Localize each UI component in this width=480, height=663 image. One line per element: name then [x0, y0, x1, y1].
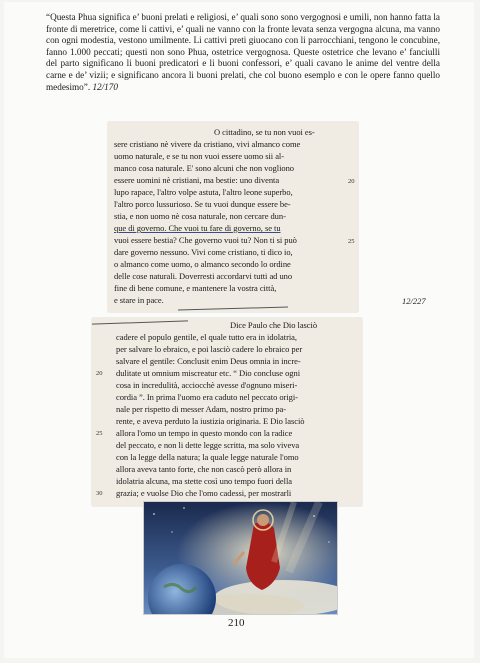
clip2-line: salvare el gentile: Conclusit enim Deus omnia in incre- [116, 356, 301, 366]
line-number: 20 [348, 178, 355, 185]
text-clipping-1 [108, 122, 358, 312]
clip1-line: delle cose naturali. Doverresti accordarvi tutti ad uno [114, 271, 293, 281]
document-page [4, 2, 474, 658]
clip2-line: allora aveva tanto forte, che non cascò però allora in [116, 464, 292, 474]
clip1-line: e stare in pace. [114, 295, 164, 305]
religious-painting-image [143, 501, 338, 615]
page-number: 210 [228, 617, 245, 629]
clip2-line: allora l'omo un tempo in questo mondo con la radice [116, 428, 293, 438]
clip2-line: del peccato, e non li dette legge scritta, ma solo viveva [116, 440, 300, 450]
text-clipping-2 [92, 318, 362, 506]
painting-illustration [144, 502, 337, 614]
clip2-line: con la legge della natura; la quale legge naturale l'omo [116, 452, 299, 462]
clip1-line: O cittadino, se tu non vuoi es- [214, 127, 315, 137]
line-number: 30 [96, 490, 103, 497]
clip1-line: fine di bene comune, e mantenere la vostra città, [114, 283, 277, 293]
clip2-line: cadere el populo gentile, el quale tutto era in idolatria, [116, 332, 297, 342]
clip1-line: o almanco come uomo, o almanco secondo lo ordine [114, 259, 291, 269]
clip1-line: l'altro porco lussurioso. Se tu vuoi dunque essere be- [114, 199, 291, 209]
line-number: 20 [96, 370, 103, 377]
clip2-line: grazia; e vuolse Dio che l'omo cadessi, per mostrarli [116, 488, 292, 498]
clipping-reference: 12/227 [402, 296, 426, 306]
intro-text: “Questa Phua significa e’ buoni prelati e religiosi, e’ quali sono sono vergognosi e umili, non hanno fatta la fronte di meretrice, come li cattivi, e’ quali ne vanno con la fronte levata senza vergogna alcuna, ma vanno con ogni modestia, vestono umilmente. Li cattivi preti giuocano con li parrocchiani, tengono le concubine, fanno 1.000 peccati; questi non sono Phua, ostetrice vergognosa. Queste ostetrice che levano e’ fanciulli del parto significano li buoni predicatori e li buoni confessori, e’ quali cavano le anime del ventre della carne e de’ vizii; e significano ancora li buoni prelati, che col buono esemplo e con le opere fanno quello medesimo”. [46, 12, 440, 92]
clip1-line: lupo rapace, l'altro volpe astuta, l'altro leone superbo, [114, 187, 293, 197]
intro-paragraph [46, 12, 440, 93]
clip2-line: dulitate ut omnium miscreatur etc. “ Dio concluse ogni [116, 368, 301, 378]
clip2-line: cordia ”. In prima l'uomo era caduto nel peccato origi- [116, 392, 298, 402]
pen-line [178, 307, 288, 311]
clip1-line: dare governo nessuno. Vivi come cristiano, ti dico io, [114, 247, 293, 257]
clip2-line: nale per rispetto di messer Adam, nostro primo pa- [116, 404, 287, 414]
clip2-line: idolatria alcuna, ma stette così uno tempo fuori della [116, 476, 292, 486]
clip2-line: Dice Paulo che Dio lasciò [230, 320, 318, 330]
intro-reference: 12/170 [92, 81, 118, 92]
clip1-line: manco cosa naturale. E' sono alcuni che non vogliono [114, 163, 294, 173]
clip1-line: essere uomini nè cristiani, ma bestie: uno diventa [114, 175, 280, 185]
clip1-line: sere cristiano nè vivere da cristiano, vivi almanco come [114, 139, 301, 149]
clip1-line: vuoi essere bestia? Che governo vuoi tu? Non ti si può [114, 235, 297, 245]
clip1-line: stia, e non uomo nè cosa naturale, non cercare dun- [114, 211, 286, 221]
clip2-line: per salvare lo ebraico, e poi lasciò cadere lo ebraico per [116, 344, 303, 354]
line-number: 25 [348, 238, 355, 245]
clip1-line: que di governo. Che vuoi tu fare di governo, se tu [114, 223, 281, 233]
line-number: 25 [96, 430, 103, 437]
clip2-line: rente, e aveva perduto la iustizia originaria. E Dio lasciò [116, 416, 305, 426]
clip2-line: cosa in incredulità, acciocchè avesse d'ognuno miseri- [116, 380, 298, 390]
clip1-line: uomo naturale, e se tu non vuoi essere uomo sii al- [114, 151, 285, 161]
pen-line [92, 320, 188, 324]
